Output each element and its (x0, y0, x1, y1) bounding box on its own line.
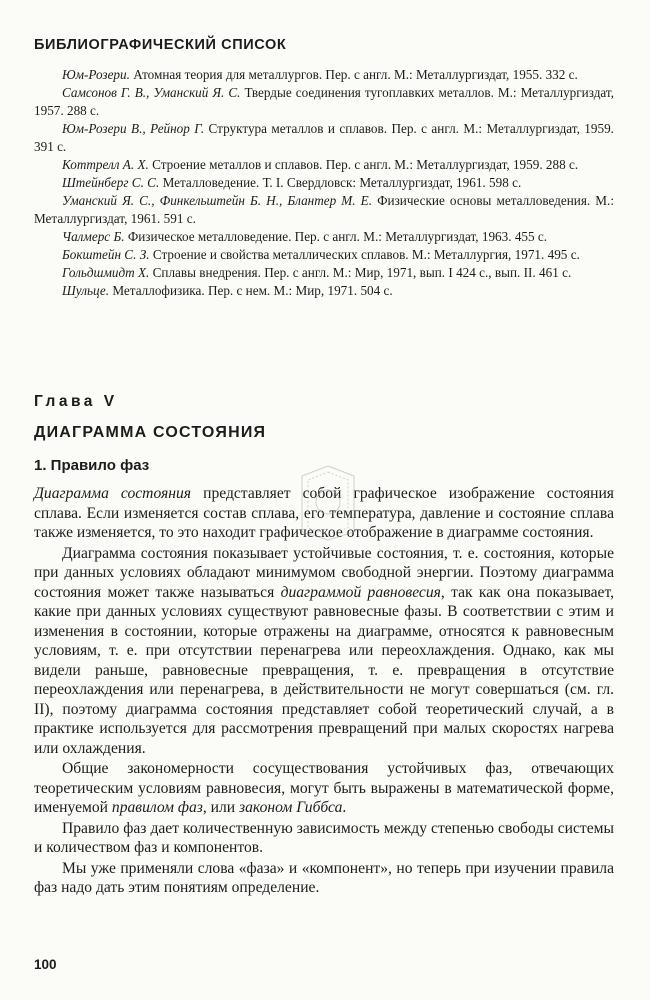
chapter-body (34, 484, 614, 899)
paragraph: Общие закономерности сосуществования устойчивых фаз, отвечающих теоретическим условиям равновесия, могут быть выражены в математической форме, именуемой правилом фаз, или законом Гиббса. (34, 760, 614, 816)
chapter-title: ДИАГРАММА СОСТОЯНИЯ (34, 424, 267, 441)
paragraph: Диаграмма состояния показывает устойчивые состояния, т. е. состояния, которые при данных условиях обладают минимумом свободной энергии. Поэтому диаграмма состояния может также называться диаграммой равновесия, так как она показывает, какие при данных условиях существуют равновесные фазы. В соответствии с этим и изменения в состоянии, которые отражены на диаграмме, относятся к равновесным условиям, т. е. при отсутствии перенагрева или переохлаждения. Однако, как мы видели раньше, равновесные превращения, т. е. превращения в отсутствие переохлаждения или перенагрева, в действительности не могут совершаться (см. гл. II), поэтому диаграмма состояния представляет собой теоретический случай, а в практике используется для рассмотрения превращений при малых скоростях нагрева или охлаждения. (34, 544, 614, 757)
library-stamp-icon (298, 462, 358, 544)
reference-item: Уманский Я. С., Финкельштейн Б. Н., Блантер М. Е. Физические основы металловедения. М.: Металлургиздат, 1961. 591 с. (34, 193, 614, 226)
reference-item: Гольдшмидт Х. Сплавы внедрения. Пер. с англ. М.: Мир, 1971, вып. I 424 с., вып. II. 461 с. (62, 265, 572, 280)
reference-item: Шульце. Металлофизика. Пер. с нем. М.: Мир, 1971. 504 с. (62, 283, 393, 298)
page-number: 100 (34, 957, 57, 972)
reference-item: Юм-Розери. Атомная теория для металлургов. Пер. с англ. М.: Металлургиздат, 1955. 332 с. (62, 67, 578, 82)
term-equilibrium-diagram: диаграммой равновесия (280, 583, 441, 601)
reference-item: Юм-Розери В., Рейнор Г. Структура металлов и сплавов. Пер. с англ. М.: Металлургиздат, 1959. 391 с. (34, 121, 614, 154)
chapter-label: Глава V (34, 393, 118, 410)
reference-item: Коттрелл А. Х. Строение металлов и сплавов. Пер. с англ. М.: Металлургиздат, 1959. 288 с. (62, 157, 579, 172)
reference-item: Чалмерс Б. Физическое металловедение. Пер. с англ. М.: Металлургиздат, 1963. 455 с. (62, 229, 548, 244)
term-phase-diagram: Диаграмма состояния (34, 485, 192, 502)
reference-item: Самсонов Г. В., Уманский Я. С. Твердые соединения тугоплавких металлов. М.: Металлургиздат, 1957. 288 с. (34, 85, 614, 118)
bibliography-list (34, 66, 614, 300)
term-phase-rule: правилом фаз (111, 799, 203, 816)
reference-item: Штейнберг С. С. Металловедение. Т. I. Свердловск: Металлургиздат, 1961. 598 с. (62, 175, 522, 190)
section-title: 1. Правило фаз (34, 457, 150, 474)
term-gibbs-law: законом Гиббса (239, 799, 343, 816)
paragraph: Правило фаз дает количественную зависимость между степенью свободы системы и количеством фаз и компонентов. (34, 819, 614, 856)
bibliography-heading: БИБЛИОГРАФИЧЕСКИЙ СПИСОК (34, 37, 287, 53)
reference-item: Бокштейн С. З. Строение и свойства металлических сплавов. М.: Металлургия, 1971. 495 с. (62, 247, 580, 262)
paragraph: Диаграмма состояния представляет собой графическое изображение состояния сплава. Если изменяется состав сплава, его температура, давление и состояние сплава также изменяется, то это находит графическое отображение в диаграмме состояния. (34, 485, 614, 541)
paragraph: Мы уже применяли слова «фаза» и «компонент», но теперь при изучении правила фаз надо дать этим понятиям определение. (34, 859, 614, 896)
